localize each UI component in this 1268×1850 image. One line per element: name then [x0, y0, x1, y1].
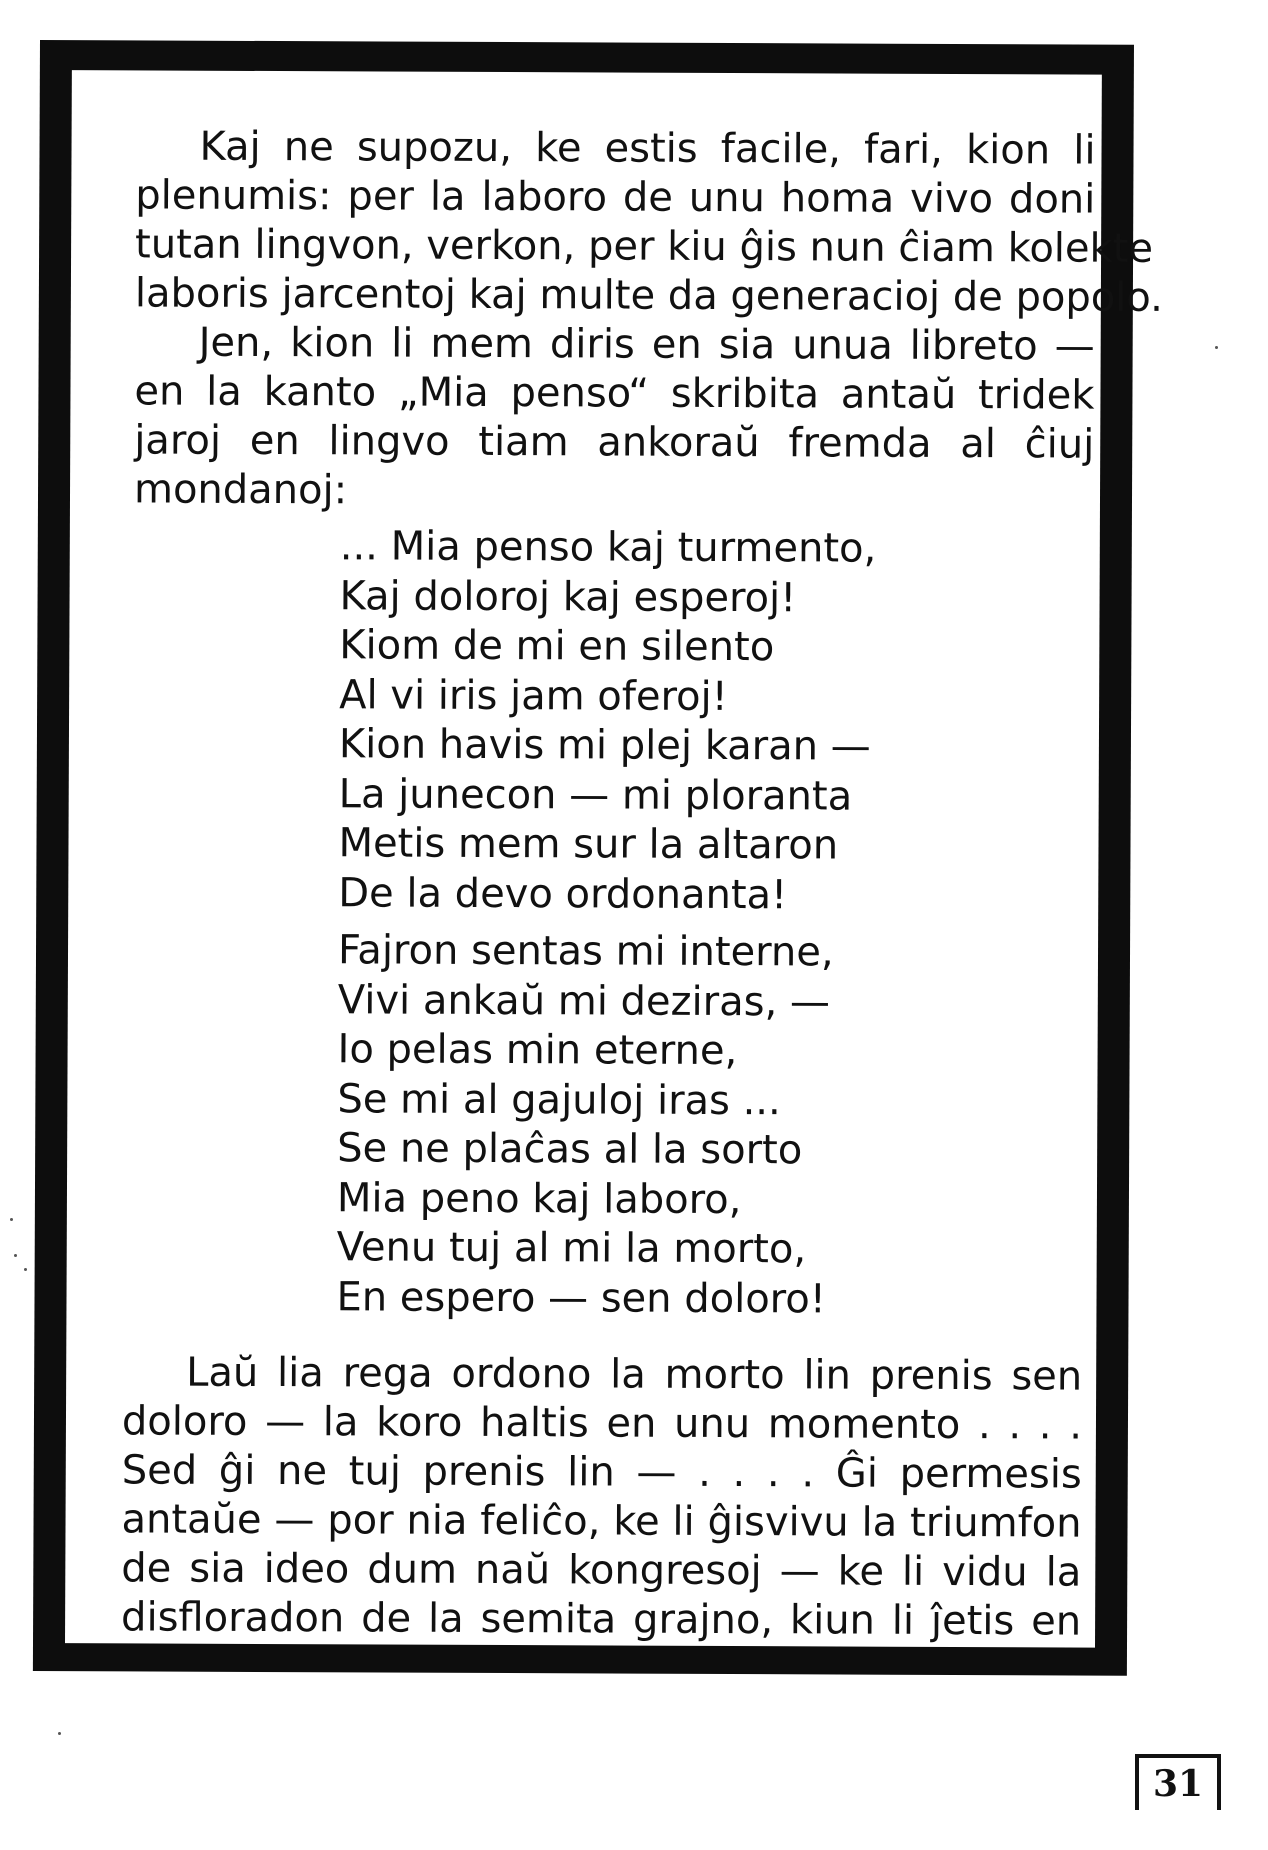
poem-stanza-1	[338, 522, 876, 920]
poem-line: Io pelas min eterne,	[337, 1026, 738, 1075]
poem-line: La junecon — mi ploranta	[338, 770, 853, 820]
text-line: tutan lingvon, verkon, per kiu ĝis nun ĉiam kolekte	[135, 221, 1154, 272]
poem-line: Se ne plaĉas al la sorto	[337, 1125, 803, 1174]
scan-speck	[58, 1732, 61, 1735]
text-line: Jen, kion li mem diris en sia unua libreto —	[198, 319, 1095, 370]
text-line: Laŭ lia rega ordono la morto lin prenis sen	[186, 1349, 1083, 1400]
poem-line: Kion havis mi plej karan —	[338, 721, 871, 770]
text-line: doloro — la koro haltis en unu momento . . . .	[121, 1398, 1083, 1449]
poem-line: Kaj doloroj kaj esperoj!	[339, 572, 797, 621]
text-panel	[65, 70, 1163, 1647]
text-line: jaroj en lingvo tiam ankoraŭ fremda al ĉiuj	[134, 417, 1095, 468]
text-line: plenumis: per la laboro de unu homa vivo doni	[135, 172, 1096, 223]
scan-speck	[1215, 346, 1218, 349]
text-line: laboris jarcentoj kaj multe da generacioj de popolo.	[134, 270, 1163, 321]
poem-line: Al vi iris jam oferoj!	[339, 671, 728, 720]
text-line: mondanoj:	[133, 466, 348, 514]
text-line: Sed ĝi ne tuj prenis lin — . . . . Ĝi permesis	[121, 1447, 1082, 1498]
text-line: de sia ideo dum naŭ kongresoj — ke li vidu la	[121, 1545, 1082, 1596]
poem-line: En espero — sen doloro!	[336, 1273, 826, 1322]
poem-line: Venu tuj al mi la morto,	[336, 1224, 807, 1273]
paragraph-closing	[121, 1348, 1082, 1646]
paragraph-intro	[133, 122, 1163, 518]
scan-speck	[14, 1254, 17, 1257]
poem-line: Mia peno kaj laboro,	[336, 1174, 742, 1223]
poem-line: Fajron sentas mi interne,	[337, 927, 834, 976]
poem-line: Metis mem sur la altaron	[338, 820, 839, 869]
text-line: disfloradon de la semita grajno, kiun li ĵetis en	[121, 1594, 1082, 1645]
poem-line: Vivi ankaŭ mi deziras, —	[337, 976, 831, 1025]
page-number: 31	[1135, 1754, 1221, 1810]
poem-line: ... Mia penso kaj turmento,	[339, 523, 877, 572]
text-line: en la kanto „Mia penso“ skribita antaŭ tridek	[134, 368, 1095, 419]
scan-speck	[24, 1268, 27, 1271]
poem-stanza-2	[336, 926, 833, 1324]
poem-line: Kiom de mi en silento	[339, 622, 775, 671]
text-line: Kaj ne supozu, ke estis facile, fari, kion li	[199, 123, 1096, 174]
scan-speck	[10, 1218, 13, 1221]
poem-line: Se mi al gajuloj iras ...	[337, 1075, 781, 1124]
page-border-frame	[33, 40, 1163, 1676]
text-line: antaŭe — por nia feliĉo, ke li ĝisvivu la triumfon	[121, 1496, 1082, 1547]
poem-line: De la devo ordonanta!	[338, 869, 788, 918]
